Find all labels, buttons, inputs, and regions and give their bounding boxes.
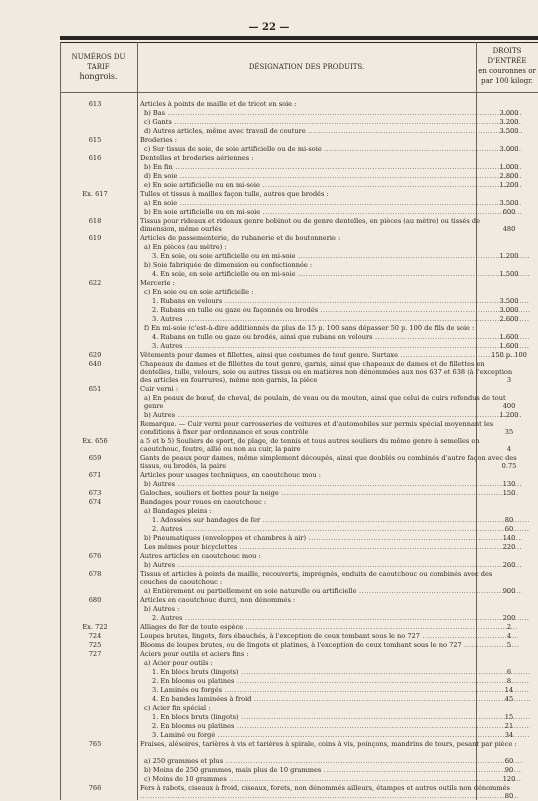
table-row [60, 632, 538, 641]
tariff-number: 618 [88, 217, 102, 225]
table-row [60, 659, 538, 668]
table-row [60, 394, 538, 411]
product-designation: Alliages de fer de toute espèce ..... [140, 623, 518, 631]
duty-value: 3 [506, 376, 512, 384]
tariff-number: 622 [88, 279, 102, 287]
table-row [60, 498, 538, 507]
duty-value: 3.500 [499, 199, 519, 207]
product-designation: a) Entièrement ou partiellement en soie naturelle ou artificielle ..... [144, 587, 522, 595]
table-row [60, 279, 538, 288]
duty-value: 400 [502, 402, 516, 410]
tariff-number: 619 [88, 234, 102, 242]
col-header-duty-line3: par 100 kilogr. [480, 77, 534, 85]
tariff-number: 629 [88, 351, 102, 359]
product-designation: a) Bandages pleins : [144, 507, 212, 515]
col-header-tariff-line1: NUMÉROS DU TARIF [71, 53, 126, 71]
table-row [60, 516, 538, 525]
tariff-number: 615 [88, 136, 102, 144]
duty-value: 900 [502, 587, 516, 595]
product-designation: 2. En blooms ou platines ..... [152, 722, 530, 730]
table-row [60, 489, 538, 498]
product-designation: c) Acier fin spécial : [144, 704, 211, 712]
duty-value: 34 [504, 731, 514, 739]
tariff-number: 766 [88, 784, 102, 792]
product-designation: f) En mi-soie (c'est-à-dire additionnés de plus de 15 p. 100 sans dépasser 50 p. 100 de fils de soie : [144, 324, 475, 332]
table-row [60, 480, 538, 489]
tariff-number: 765 [88, 740, 102, 748]
product-designation: Gants de peaux pour dames, même simplement découpés, ainsi que doublés ou combinés d'autre façon avec des tissus, ou brodés, la paire ..... [140, 454, 518, 471]
product-designation: a) Acier pour outils : [144, 659, 213, 667]
duty-value: 60 [504, 525, 514, 533]
table-row [60, 641, 538, 650]
product-designation: 1. En blocs bruts (lingots) ..... [152, 713, 530, 721]
table-row [60, 154, 538, 163]
product-designation: Articles en caoutchouc durci, non dénommés : [140, 596, 296, 604]
table-row [60, 757, 538, 766]
product-designation: Chapeaux de dames et de fillettes de tout genre, garnis, ainsi que chapeaux de dames et de fillettes en dentelles, tulle, velours, soie ou autres tissus ou en matières non dénommées aux nos 637 et 638 (à l'exception des articles en fourrures), même non garnis, la pièce ..... [140, 360, 518, 385]
product-designation: 1. Rubans en velours ..... [152, 297, 530, 305]
table-row [60, 587, 538, 596]
product-designation: Cuir verni : [140, 385, 179, 393]
table-row [60, 471, 538, 480]
table-row [60, 136, 538, 145]
table-row [60, 288, 538, 297]
duty-value: 3.000 [499, 306, 519, 314]
tariff-number: 680 [88, 596, 102, 604]
header-rule [60, 92, 538, 93]
tariff-number: Ex. 617 [82, 190, 108, 198]
table-row [60, 775, 538, 784]
table-row [60, 100, 538, 109]
tariff-number: 674 [88, 498, 102, 506]
duty-value: 140 [502, 534, 516, 542]
tariff-number: 725 [88, 641, 102, 649]
tariff-number: Ex. 722 [82, 623, 108, 631]
product-designation: b) Pneumatiques (enveloppes et chambres à air) ..... [144, 534, 522, 542]
tariff-number: 676 [88, 552, 102, 560]
product-designation: 2. Rubans en tulle ou gaze ou façonnés ou brodés ..... [152, 306, 530, 314]
duty-value: 35 [504, 428, 514, 436]
product-designation: c) En soie ou en soie artificielle : [144, 288, 254, 296]
duty-value: 2.800 [499, 172, 519, 180]
duty-value: 60 [504, 757, 514, 765]
tariff-number: 640 [88, 360, 102, 368]
product-designation: a 5 et b 5) Souliers de sport, de plage, de tennis et tous autres souliers du même genre à semelles en caoutchouc, feutre, allié ou non au cuir, la paire ..... [140, 437, 518, 454]
product-designation: b) Autres ..... [144, 411, 522, 419]
table-row [60, 437, 538, 454]
tariff-number: 659 [88, 454, 102, 462]
product-designation: Articles de passementerie, de rubanerie et de boutonnerie : [140, 234, 341, 242]
table-row [60, 127, 538, 136]
col-header-duty-line1: DROITS D'ENTRÉE [487, 47, 527, 65]
duty-value: 600 [502, 208, 516, 216]
product-designation: Fers à rabots, ciseaux à froid, ciseaux, forets, non dénommés ailleurs, étampes et autres outils non dénommés ..... [140, 784, 518, 800]
table-row [60, 677, 538, 686]
duty-value: 6 [506, 668, 512, 676]
product-designation: d) Autres articles, même avec travail de couture ..... [144, 127, 522, 135]
duty-value: 3.200 [499, 118, 519, 126]
product-designation: 2. Autres ..... [152, 525, 530, 533]
product-designation: b) En soie artificielle ou en mi-soie ..... [144, 208, 522, 216]
product-designation: Fraises, alésoires, tarières à vis et tarières à spirale, coins à vis, poinçons, mandrins de tours, pesant par pièce : [140, 740, 517, 748]
product-designation: Articles à points de maille et de tricot en soie : [140, 100, 297, 108]
product-designation: a) 250 grammes et plus ..... [144, 757, 522, 765]
duty-value: 4 [506, 632, 512, 640]
duty-value: 200 [502, 614, 516, 622]
table-row [60, 306, 538, 315]
table-row [60, 561, 538, 570]
duty-value: 4 [506, 445, 512, 453]
product-designation: 3. Autres ..... [152, 315, 530, 323]
product-designation: 4. En soie, en soie artificielle ou en mi-soie ..... [152, 270, 530, 278]
duty-value: 150 p. 100 [491, 351, 527, 359]
page-number: — 22 — [248, 22, 290, 33]
table-row [60, 208, 538, 217]
duty-value: 45 [504, 695, 514, 703]
product-designation: 1. En blocs bruts (lingots) ..... [152, 668, 530, 676]
table-row [60, 385, 538, 394]
top-rule [60, 36, 538, 40]
tariff-number: 724 [88, 632, 102, 640]
product-designation: 4. Rubans en tulle ou gaze ou brodés, ainsi que rubans en velours ..... [152, 333, 530, 341]
product-designation: b) Autres : [144, 605, 180, 613]
tariff-number: 678 [88, 570, 102, 578]
table-row [60, 731, 538, 740]
duty-value: 2 [506, 623, 512, 631]
product-designation: 3. En soie, ou soie artificielle ou en mi-soie ..... [152, 252, 530, 260]
product-designation: Remarque. — Cuir verni pour carrosseries de voitures et d'automobiles sur permis spécial moyennant les conditions à fixer par ordonnance et sous contrôle ..... [140, 420, 518, 437]
duty-value: 1.200 [499, 181, 519, 189]
col-header-tariff-number [60, 52, 137, 82]
duty-value: 15 [504, 713, 514, 721]
product-designation: 3. Laminé ou forgé ..... [152, 731, 530, 739]
duty-value: 1.600 [499, 342, 519, 350]
table-row [60, 109, 538, 118]
product-designation: Bandages pour roues en caoutchouc : [140, 498, 267, 506]
product-designation: 2. En blooms ou platines ..... [152, 677, 530, 685]
product-designation: Les mêmes pour bicyclettes ..... [144, 543, 522, 551]
product-designation: 2. Autres ..... [152, 614, 530, 622]
product-designation: Articles pour usages techniques, en caoutchouc mou : [140, 471, 321, 479]
product-designation: b) Autres ..... [144, 561, 522, 569]
duty-value: 120 [502, 775, 516, 783]
table-row [60, 543, 538, 552]
col-header-duty-line2: en couronnes or [478, 67, 536, 75]
table-row [60, 704, 538, 713]
product-designation: Mercerie : [140, 279, 175, 287]
duty-value: 1.200 [499, 411, 519, 419]
table-row [60, 650, 538, 659]
product-designation: c) Sur tissus de soie, de soie artificielle ou de mi-soie ..... [144, 145, 522, 153]
tariff-number: 727 [88, 650, 102, 658]
table-row [60, 324, 538, 333]
product-designation: 3. Laminés ou forgés ..... [152, 686, 530, 694]
table-row [60, 190, 538, 199]
product-designation: Dentelles et broderies aériennes : [140, 154, 254, 162]
table-row [60, 686, 538, 695]
product-designation: Loupes brutes, lingots, fers ébauchés, à l'exception de ceux tombant sous le no 727 ..... [140, 632, 518, 640]
table-row [60, 525, 538, 534]
tariff-number: Ex. 656 [82, 437, 108, 445]
table-row [60, 172, 538, 181]
table-row [60, 784, 538, 801]
table-row [60, 270, 538, 279]
product-designation: a) En soie ..... [144, 199, 522, 207]
col-header-designation: DÉSIGNATION DES PRODUITS. [248, 63, 365, 71]
table-row [60, 351, 538, 360]
duty-value: 1.200 [499, 252, 519, 260]
product-designation: Vêtements pour dames et fillettes, ainsi que costumes de tout genre. Surtaxe ..... [140, 351, 518, 359]
table-row [60, 199, 538, 208]
table-row [60, 163, 538, 172]
product-designation: Tissus pour rideaux et rideaux genre bobinot ou de genre dentelles, en pièces (au mètre) ou tissés de dimension, même ourlés ..... [140, 217, 518, 234]
table-row [60, 766, 538, 775]
duty-value: 0.75 [501, 462, 517, 470]
col-header-tariff-line2: hongrois. [79, 72, 118, 81]
duty-value: 8 [506, 677, 512, 685]
duty-value: 260 [502, 561, 516, 569]
product-designation: Autres articles en caoutchouc mou : [140, 552, 261, 560]
table-row [60, 668, 538, 677]
table-row [60, 217, 538, 234]
product-designation: b) Moins de 250 grammes, mais plus de 10 grammes ..... [144, 766, 522, 774]
table-row [60, 552, 538, 561]
table-row [60, 333, 538, 342]
product-designation: c) Moins de 10 grammes ..... [144, 775, 522, 783]
duty-value: 90 [504, 766, 514, 774]
product-designation: a) En peaux de bœuf, de cheval, de poulain, de veau ou de mouton, ainsi que celui de cuirs refendus de tout genre ..... [144, 394, 522, 411]
table-row [60, 297, 538, 306]
table-row [60, 713, 538, 722]
product-designation: b) Soie fabriquée de dimension ou confectionnée : [144, 261, 313, 269]
product-designation: b) En fin ..... [144, 163, 522, 171]
duty-value: 80 [504, 516, 514, 524]
col-header-duty [476, 46, 538, 86]
tariff-number: 651 [88, 385, 102, 393]
duty-value: 5 [506, 641, 512, 649]
duty-value: 21 [504, 722, 514, 730]
product-designation: Aciers pour outils et aciers fins : [140, 650, 249, 658]
table-row [60, 454, 538, 471]
table-row [60, 614, 538, 623]
table-row [60, 420, 538, 437]
table-row [60, 315, 538, 324]
product-designation: c) Gants ..... [144, 118, 522, 126]
duty-value: 480 [502, 225, 516, 233]
duty-value: 14 [504, 686, 514, 694]
table-row [60, 570, 538, 587]
product-designation: d) En soie ..... [144, 172, 522, 180]
duty-value: 220 [502, 543, 516, 551]
table-row [60, 740, 538, 757]
duty-value: 80 [504, 792, 514, 800]
table-row [60, 243, 538, 252]
duty-value: 2.600 [499, 315, 519, 323]
table-row [60, 181, 538, 190]
table-row [60, 623, 538, 632]
product-designation: b) Bas ..... [144, 109, 522, 117]
duty-value: 3.000 [499, 109, 519, 117]
product-designation: a) En pièces (au mètre) : [144, 243, 227, 251]
product-designation: Tissus et articles à points de maille, recouverts, imprégnés, enduits de caoutchouc ou combinés avec des couches de caoutchouc : [140, 570, 493, 586]
product-designation: 4. En bandes laminées à froid ..... [152, 695, 530, 703]
tariff-number: 673 [88, 489, 102, 497]
product-designation: b) Autres ..... [144, 480, 522, 488]
table-row [60, 342, 538, 351]
tariff-number: 616 [88, 154, 102, 162]
tariff-number: 671 [88, 471, 102, 479]
product-designation: Galoches, souliers et bottes pour la neige ..... [140, 489, 518, 497]
duty-value: 130 [502, 480, 516, 488]
table-row [60, 695, 538, 704]
product-designation: 3. Autres ..... [152, 342, 530, 350]
table-row [60, 722, 538, 731]
table-row [60, 118, 538, 127]
table-row [60, 234, 538, 243]
tariff-number: 613 [88, 100, 102, 108]
duty-value: 1.000 [499, 163, 519, 171]
duty-value: 150 [502, 489, 516, 497]
product-designation: Blooms de loupes brutes, ou de lingots et platines, à l'exception de ceux tombant sous le no 727 ..... [140, 641, 518, 649]
table-row [60, 411, 538, 420]
product-designation: Tulles et tissus à mailles façon tulle, autres que brodés : [140, 190, 329, 198]
table-row [60, 360, 538, 385]
table-row [60, 145, 538, 154]
product-designation: 1. Adossées sur bandages de fer ..... [152, 516, 530, 524]
product-designation: Broderies : [140, 136, 177, 144]
duty-value: 3.000 [499, 145, 519, 153]
duty-value: 1.600 [499, 333, 519, 341]
duty-value: 1.500 [499, 270, 519, 278]
table-row [60, 605, 538, 614]
table-row [60, 507, 538, 516]
table-row [60, 534, 538, 543]
duty-value: 3.500 [499, 127, 519, 135]
duty-value: 3.500 [499, 297, 519, 305]
table-row [60, 261, 538, 270]
table-row [60, 252, 538, 261]
product-designation: e) En soie artificielle ou en mi-soie ..... [144, 181, 522, 189]
table-row [60, 596, 538, 605]
